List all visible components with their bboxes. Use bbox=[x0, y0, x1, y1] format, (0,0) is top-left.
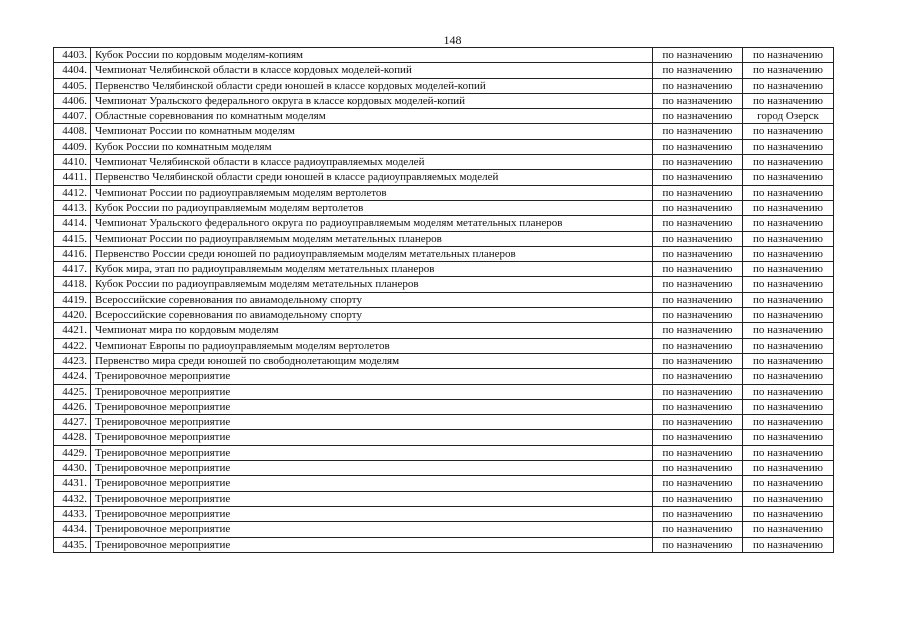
row-number-cell: 4424. bbox=[54, 369, 91, 384]
date-cell: по назначению bbox=[653, 155, 743, 170]
row-number-cell: 4428. bbox=[54, 430, 91, 445]
date-cell: по назначению bbox=[653, 78, 743, 93]
row-number-cell: 4433. bbox=[54, 506, 91, 521]
event-name-cell: Чемпионат России по радиоуправляемым моделям вертолетов bbox=[91, 185, 653, 200]
place-cell: по назначению bbox=[743, 506, 834, 521]
event-name-cell: Всероссийские соревнования по авиамодельному спорту bbox=[91, 308, 653, 323]
place-cell: по назначению bbox=[743, 231, 834, 246]
date-cell: по назначению bbox=[653, 491, 743, 506]
row-number-cell: 4408. bbox=[54, 124, 91, 139]
row-number-cell: 4431. bbox=[54, 476, 91, 491]
place-cell: по назначению bbox=[743, 139, 834, 154]
date-cell: по назначению bbox=[653, 308, 743, 323]
row-number-cell: 4403. bbox=[54, 48, 91, 63]
place-cell: по назначению bbox=[743, 63, 834, 78]
table-row bbox=[54, 48, 834, 63]
events-table-body bbox=[54, 48, 834, 553]
table-row bbox=[54, 430, 834, 445]
table-row bbox=[54, 399, 834, 414]
date-cell: по назначению bbox=[653, 139, 743, 154]
table-row bbox=[54, 353, 834, 368]
row-number-cell: 4427. bbox=[54, 415, 91, 430]
event-name-cell: Тренировочное мероприятие bbox=[91, 522, 653, 537]
row-number-cell: 4419. bbox=[54, 292, 91, 307]
table-row bbox=[54, 63, 834, 78]
table-row bbox=[54, 491, 834, 506]
event-name-cell: Тренировочное мероприятие bbox=[91, 415, 653, 430]
event-name-cell: Тренировочное мероприятие bbox=[91, 491, 653, 506]
table-row bbox=[54, 93, 834, 108]
date-cell: по назначению bbox=[653, 48, 743, 63]
row-number-cell: 4432. bbox=[54, 491, 91, 506]
row-number-cell: 4425. bbox=[54, 384, 91, 399]
date-cell: по назначению bbox=[653, 277, 743, 292]
date-cell: по назначению bbox=[653, 445, 743, 460]
row-number-cell: 4409. bbox=[54, 139, 91, 154]
place-cell: по назначению bbox=[743, 384, 834, 399]
place-cell: по назначению bbox=[743, 491, 834, 506]
event-name-cell: Тренировочное мероприятие bbox=[91, 506, 653, 521]
row-number-cell: 4406. bbox=[54, 93, 91, 108]
row-number-cell: 4413. bbox=[54, 200, 91, 215]
event-name-cell: Тренировочное мероприятие bbox=[91, 461, 653, 476]
table-row bbox=[54, 445, 834, 460]
event-name-cell: Кубок России по радиоуправляемым моделям метательных планеров bbox=[91, 277, 653, 292]
table-row bbox=[54, 537, 834, 552]
row-number-cell: 4430. bbox=[54, 461, 91, 476]
table-row bbox=[54, 139, 834, 154]
row-number-cell: 4415. bbox=[54, 231, 91, 246]
table-row bbox=[54, 292, 834, 307]
table-row bbox=[54, 155, 834, 170]
table-row bbox=[54, 461, 834, 476]
event-name-cell: Первенство Челябинской области среди юношей в классе радиоуправляемых моделей bbox=[91, 170, 653, 185]
table-row bbox=[54, 338, 834, 353]
event-name-cell: Тренировочное мероприятие bbox=[91, 476, 653, 491]
date-cell: по назначению bbox=[653, 399, 743, 414]
event-name-cell: Чемпионат Челябинской области в классе кордовых моделей-копий bbox=[91, 63, 653, 78]
date-cell: по назначению bbox=[653, 63, 743, 78]
place-cell: по назначению bbox=[743, 476, 834, 491]
row-number-cell: 4405. bbox=[54, 78, 91, 93]
event-name-cell: Тренировочное мероприятие bbox=[91, 445, 653, 460]
place-cell: город Озерск bbox=[743, 109, 834, 124]
event-name-cell: Первенство России среди юношей по радиоуправляемым моделям метательных планеров bbox=[91, 246, 653, 261]
date-cell: по назначению bbox=[653, 323, 743, 338]
date-cell: по назначению bbox=[653, 93, 743, 108]
event-name-cell: Тренировочное мероприятие bbox=[91, 384, 653, 399]
event-name-cell: Чемпионат России по комнатным моделям bbox=[91, 124, 653, 139]
date-cell: по назначению bbox=[653, 430, 743, 445]
table-row bbox=[54, 78, 834, 93]
row-number-cell: 4426. bbox=[54, 399, 91, 414]
place-cell: по назначению bbox=[743, 262, 834, 277]
table-row bbox=[54, 522, 834, 537]
table-row bbox=[54, 384, 834, 399]
date-cell: по назначению bbox=[653, 506, 743, 521]
row-number-cell: 4420. bbox=[54, 308, 91, 323]
date-cell: по назначению bbox=[653, 369, 743, 384]
place-cell: по назначению bbox=[743, 155, 834, 170]
date-cell: по назначению bbox=[653, 200, 743, 215]
table-row bbox=[54, 277, 834, 292]
row-number-cell: 4404. bbox=[54, 63, 91, 78]
place-cell: по назначению bbox=[743, 430, 834, 445]
place-cell: по назначению bbox=[743, 308, 834, 323]
date-cell: по назначению bbox=[653, 124, 743, 139]
row-number-cell: 4414. bbox=[54, 216, 91, 231]
table-row bbox=[54, 109, 834, 124]
event-name-cell: Кубок мира, этап по радиоуправляемым моделям метательных планеров bbox=[91, 262, 653, 277]
place-cell: по назначению bbox=[743, 522, 834, 537]
place-cell: по назначению bbox=[743, 93, 834, 108]
row-number-cell: 4421. bbox=[54, 323, 91, 338]
event-name-cell: Тренировочное мероприятие bbox=[91, 369, 653, 384]
date-cell: по назначению bbox=[653, 338, 743, 353]
event-name-cell: Тренировочное мероприятие bbox=[91, 430, 653, 445]
date-cell: по назначению bbox=[653, 109, 743, 124]
date-cell: по назначению bbox=[653, 476, 743, 491]
event-name-cell: Чемпионат Уральского федерального округа в классе кордовых моделей-копий bbox=[91, 93, 653, 108]
table-row bbox=[54, 262, 834, 277]
row-number-cell: 4423. bbox=[54, 353, 91, 368]
date-cell: по назначению bbox=[653, 415, 743, 430]
date-cell: по назначению bbox=[653, 262, 743, 277]
row-number-cell: 4422. bbox=[54, 338, 91, 353]
table-row bbox=[54, 308, 834, 323]
place-cell: по назначению bbox=[743, 124, 834, 139]
place-cell: по назначению bbox=[743, 338, 834, 353]
page-number: 148 bbox=[443, 33, 462, 47]
date-cell: по назначению bbox=[653, 522, 743, 537]
row-number-cell: 4410. bbox=[54, 155, 91, 170]
event-name-cell: Кубок России по комнатным моделям bbox=[91, 139, 653, 154]
place-cell: по назначению bbox=[743, 537, 834, 552]
table-row bbox=[54, 200, 834, 215]
row-number-cell: 4416. bbox=[54, 246, 91, 261]
place-cell: по назначению bbox=[743, 48, 834, 63]
events-table bbox=[53, 47, 834, 553]
event-name-cell: Областные соревнования по комнатным моделям bbox=[91, 109, 653, 124]
place-cell: по назначению bbox=[743, 415, 834, 430]
place-cell: по назначению bbox=[743, 445, 834, 460]
place-cell: по назначению bbox=[743, 170, 834, 185]
event-name-cell: Тренировочное мероприятие bbox=[91, 399, 653, 414]
row-number-cell: 4429. bbox=[54, 445, 91, 460]
place-cell: по назначению bbox=[743, 78, 834, 93]
place-cell: по назначению bbox=[743, 292, 834, 307]
place-cell: по назначению bbox=[743, 323, 834, 338]
table-row bbox=[54, 231, 834, 246]
place-cell: по назначению bbox=[743, 216, 834, 231]
date-cell: по назначению bbox=[653, 461, 743, 476]
table-row bbox=[54, 185, 834, 200]
event-name-cell: Чемпионат мира по кордовым моделям bbox=[91, 323, 653, 338]
date-cell: по назначению bbox=[653, 292, 743, 307]
table-row bbox=[54, 506, 834, 521]
event-name-cell: Первенство мира среди юношей по свободнолетающим моделям bbox=[91, 353, 653, 368]
event-name-cell: Чемпионат Уральского федерального округа по радиоуправляемым моделям метательных планеров bbox=[91, 216, 653, 231]
table-row bbox=[54, 170, 834, 185]
row-number-cell: 4411. bbox=[54, 170, 91, 185]
date-cell: по назначению bbox=[653, 246, 743, 261]
place-cell: по назначению bbox=[743, 200, 834, 215]
event-name-cell: Кубок России по радиоуправляемым моделям вертолетов bbox=[91, 200, 653, 215]
date-cell: по назначению bbox=[653, 537, 743, 552]
date-cell: по назначению bbox=[653, 185, 743, 200]
row-number-cell: 4418. bbox=[54, 277, 91, 292]
event-name-cell: Чемпионат Челябинской области в классе радиоуправляемых моделей bbox=[91, 155, 653, 170]
row-number-cell: 4435. bbox=[54, 537, 91, 552]
place-cell: по назначению bbox=[743, 246, 834, 261]
event-name-cell: Чемпионат России по радиоуправляемым моделям метательных планеров bbox=[91, 231, 653, 246]
place-cell: по назначению bbox=[743, 185, 834, 200]
table-row bbox=[54, 323, 834, 338]
event-name-cell: Кубок России по кордовым моделям-копиям bbox=[91, 48, 653, 63]
table-row bbox=[54, 369, 834, 384]
row-number-cell: 4407. bbox=[54, 109, 91, 124]
table-row bbox=[54, 476, 834, 491]
place-cell: по назначению bbox=[743, 353, 834, 368]
table-row bbox=[54, 415, 834, 430]
event-name-cell: Всероссийские соревнования по авиамодельному спорту bbox=[91, 292, 653, 307]
table-row bbox=[54, 216, 834, 231]
row-number-cell: 4417. bbox=[54, 262, 91, 277]
row-number-cell: 4412. bbox=[54, 185, 91, 200]
row-number-cell: 4434. bbox=[54, 522, 91, 537]
place-cell: по назначению bbox=[743, 369, 834, 384]
event-name-cell: Тренировочное мероприятие bbox=[91, 537, 653, 552]
place-cell: по назначению bbox=[743, 399, 834, 414]
date-cell: по назначению bbox=[653, 353, 743, 368]
event-name-cell: Первенство Челябинской области среди юношей в классе кордовых моделей-копий bbox=[91, 78, 653, 93]
date-cell: по назначению bbox=[653, 231, 743, 246]
table-row bbox=[54, 246, 834, 261]
table-row bbox=[54, 124, 834, 139]
date-cell: по назначению bbox=[653, 216, 743, 231]
date-cell: по назначению bbox=[653, 170, 743, 185]
event-name-cell: Чемпионат Европы по радиоуправляемым моделям вертолетов bbox=[91, 338, 653, 353]
place-cell: по назначению bbox=[743, 461, 834, 476]
place-cell: по назначению bbox=[743, 277, 834, 292]
date-cell: по назначению bbox=[653, 384, 743, 399]
